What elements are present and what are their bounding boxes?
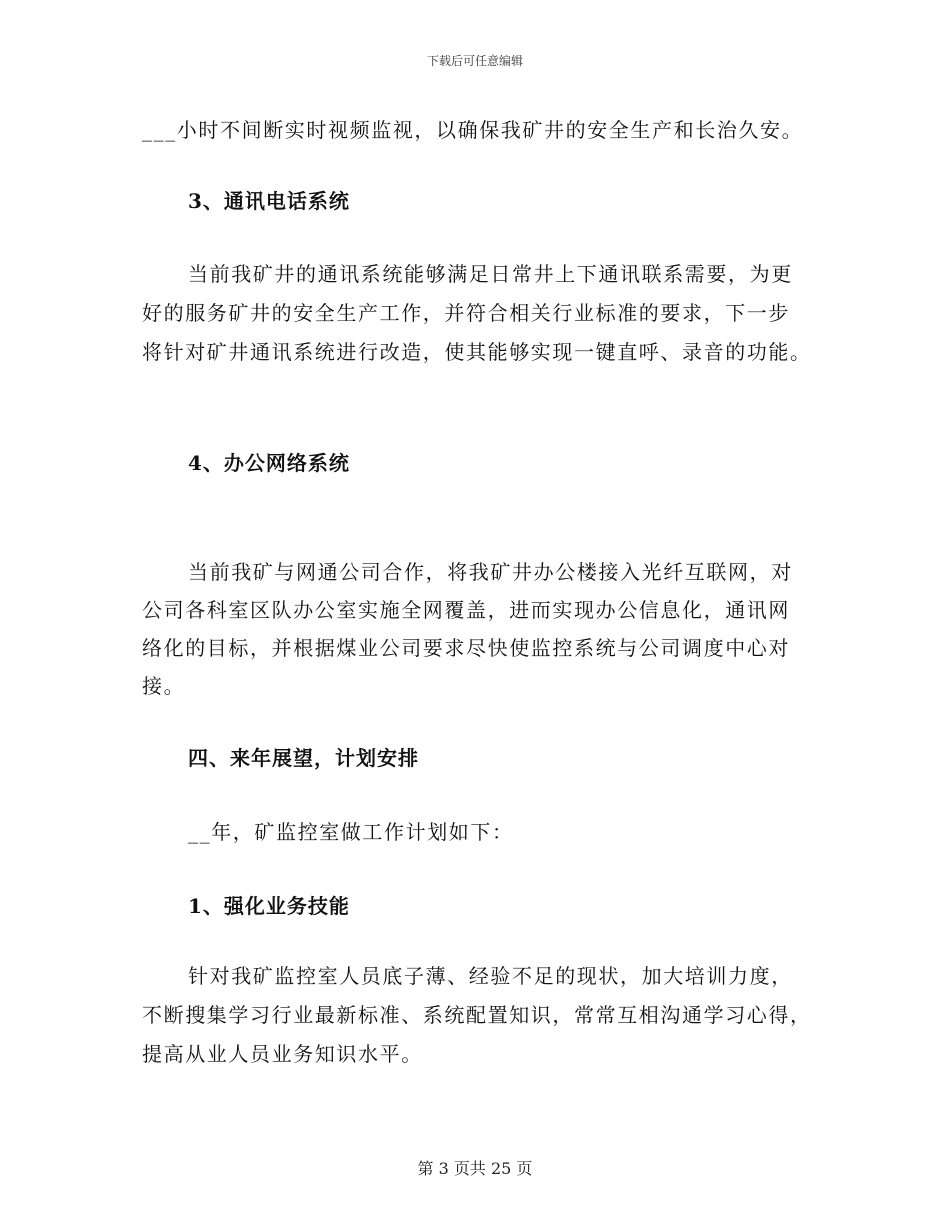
section-heading-skills: 1、强化业务技能 <box>188 894 350 918</box>
paragraph-line: ___小时不间断实时视频监视，以确保我矿井的安全生产和长治久安。 <box>142 118 804 142</box>
paragraph-line: 针对我矿监控室人员底子薄、经验不足的现状，加大培训力度， <box>188 964 793 988</box>
paragraph-line: 不断搜集学习行业最新标准、系统配置知识，常常互相沟通学习心得， <box>142 1003 812 1027</box>
section-heading-outlook: 四、来年展望，计划安排 <box>188 746 419 770</box>
paragraph-line: 公司各科室区队办公室实施全网覆盖，进而实现办公信息化，通讯网 <box>142 598 790 622</box>
paragraph-line: 好的服务矿井的安全生产工作，并符合相关行业标准的要求，下一步 <box>142 301 790 325</box>
page-number: 第 3 页共 25 页 <box>417 1159 533 1178</box>
paragraph-line: 提高从业人员业务知识水平。 <box>142 1042 423 1066</box>
paragraph-line: 接。 <box>142 674 186 698</box>
paragraph-line: 当前我矿与网通公司合作，将我矿井办公楼接入光纤互联网，对 <box>188 560 793 584</box>
paragraph-line: 当前我矿井的通讯系统能够满足日常井上下通讯联系需要，为更 <box>188 262 793 286</box>
paragraph-line: __年，矿监控室做工作计划如下： <box>188 820 514 844</box>
page-header: 下载后可任意编辑 <box>426 54 523 68</box>
section-heading-office-network: 4、办公网络系统 <box>188 451 350 475</box>
paragraph-line: 络化的目标，并根据煤业公司要求尽快使监控系统与公司调度中心对 <box>142 636 790 660</box>
paragraph-line: 将针对矿井通讯系统进行改造，使其能够实现一键直呼、录音的功能。 <box>142 340 812 364</box>
section-heading-communication: 3、通讯电话系统 <box>188 189 350 213</box>
